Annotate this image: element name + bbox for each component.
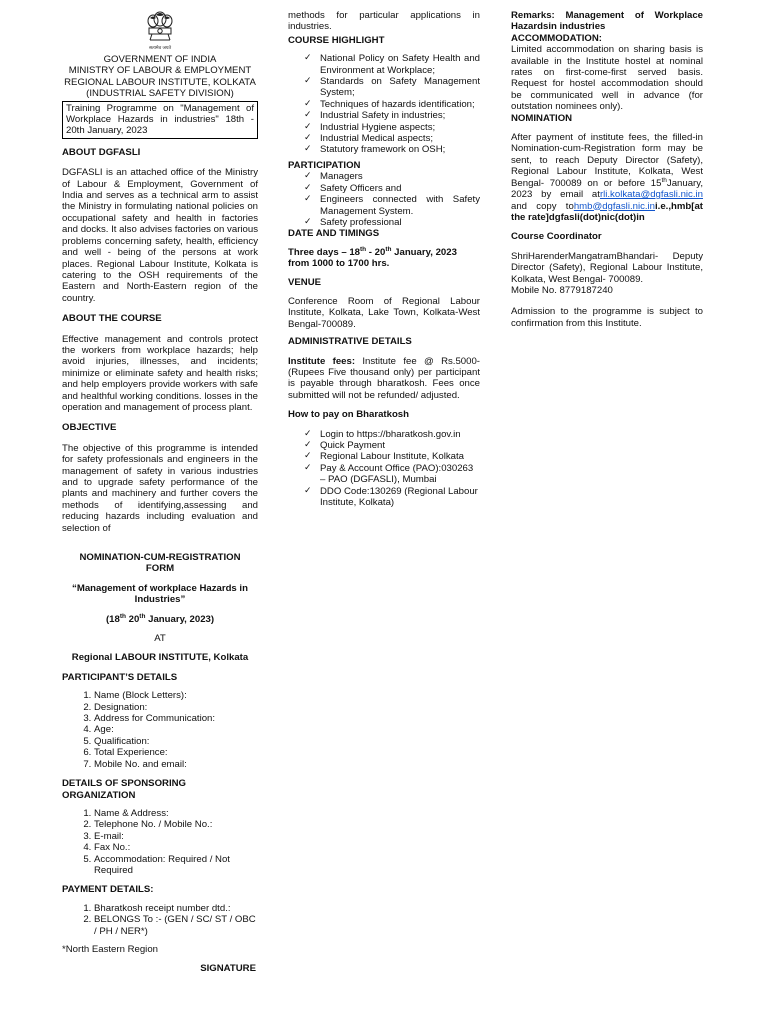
institute-heading: REGIONAL LABOUR INSTITUTE, KOLKATA: [64, 76, 256, 88]
accommodation-text: Limited accommodation on sharing basis is available in the Institute hostel at nominal rates on first-come-first served basis. Request for hostel accommodation should be communicated well in advance (for outstation nominees only).: [511, 44, 703, 113]
admission-text: Admission to the programme is subject to confirmation from this Institute.: [511, 306, 703, 329]
form-title: NOMINATION-CUM-REGISTRATION FORM: [79, 552, 241, 575]
list-item: 4. Fax No.:: [94, 842, 258, 853]
fees-text: Institute fees: Institute fee @ Rs.5000-(Rupees Five thousand only) per participant is payable through bharatkosh. Fees once submitted will not be refunded/ adjusted.: [288, 355, 480, 401]
pay-steps-list: [288, 429, 480, 509]
course-highlight-list: [288, 53, 480, 156]
column-1: [62, 10, 258, 534]
list-item: 2. Telephone No. / Mobile No.:: [94, 819, 258, 830]
list-item: ✓ Regional Labour Institute, Kolkata: [304, 451, 480, 462]
nomination-form: [62, 552, 258, 975]
objective-continued: methods for particular applications in industries.: [288, 10, 480, 33]
ministry-heading: MINISTRY OF LABOUR & EMPLOYMENT: [68, 65, 252, 77]
list-item: ✓ Techniques of hazards identification;: [304, 99, 480, 110]
list-item: ✓ DDO Code:130269 (Regional Labour Institute, Kolkata): [304, 486, 480, 509]
participation-list: [288, 171, 480, 228]
participant-heading: PARTICIPANT’S DETAILS: [62, 671, 178, 683]
about-course-text: Effective management and controls protect the workers from workplace hazards; help avoid injuries, illnesses, and incidents; minimize or eliminate safety and health risks; and help employers provide workers with safe and healthful working conditions. losses in the operation and management of process plant.: [62, 333, 258, 413]
date-text: Three days – 18th - 20th January, 2023 from 1000 to 1700 hrs.: [288, 245, 457, 270]
list-item: ✓ Industrial Medical aspects;: [304, 133, 480, 144]
column-3: [511, 10, 703, 329]
objective-heading: OBJECTIVE: [62, 422, 117, 434]
list-item: 1. Bharatkosh receipt number dtd.:: [94, 903, 258, 914]
nomination-text: After payment of institute fees, the filled-in Nomination-cum-Registration form may be sent, to reach Deputy Director (Safety), Regional Labour Institute, Kolkata, West Bengal- 700089 on or before 15thJanuary, 2023 by email atrli.kolkata@dgfasli.nic.in and copy tohmb@dgfasli.nic.ini.e.,hmb[at the rate]dgfasli(dot)nic(dot)in: [511, 132, 703, 223]
list-item: ✓ Managers: [304, 171, 480, 182]
sponsor-fields: [62, 808, 258, 876]
sponsor-heading: DETAILS OF SPONSORING ORGANIZATION: [62, 778, 187, 801]
emblem-motto: सत्यमेव जयते: [148, 46, 172, 51]
coordinator-mobile: Mobile No. 8779187240: [511, 284, 613, 296]
list-item: ✓ Quick Payment: [304, 440, 480, 451]
date-heading: DATE AND TIMINGS: [288, 228, 380, 240]
list-item: ✓ Safety professional: [304, 217, 480, 228]
pay-heading: How to pay on Bharatkosh: [288, 409, 409, 421]
accommodation-heading: ACCOMMODATION:: [511, 32, 602, 44]
course-highlight-heading: COURSE HIGHLIGHT: [288, 34, 385, 46]
list-item: 2. BELONGS To :- (GEN / SC/ ST / OBC / PH / NER*): [94, 914, 258, 937]
list-item: ✓ Safety Officers and: [304, 183, 480, 194]
list-item: ✓ National Policy on Safety Health and Environment at Workplace;: [304, 53, 480, 76]
list-item: 7. Mobile No. and email:: [94, 759, 258, 770]
training-box: Training Programme on "Management of Workplace Hazards in industries" 18th - 20th January, 2023: [62, 101, 258, 139]
about-course-heading: ABOUT THE COURSE: [62, 313, 162, 325]
about-dgfasli-text: DGFASLI is an attached office of the Ministry of Labour & Employment, Government of India and serves as a technical arm to assist the Ministry in formulating national policies on occupational safety and health in factories and docks. It also advises factories on various problems concerning safety, health, efficiency and well - being of the persons at work places. Regional Labour Institute, Kolkata is catering to the OSH requirements of the Eastern and North-Eastern region of the country.: [62, 167, 258, 304]
objective-text: The objective of this programme is intended for safety professionals and engineers in the management of safety in various industries and to upgrade safety performance of the plants and machinery and further covers the methods of identifying,assessing and reducing hazards including evaluation and selection of: [62, 442, 258, 534]
list-item: ✓ Login to https://bharatkosh.gov.in: [304, 429, 480, 440]
gov-heading: GOVERNMENT OF INDIA: [103, 54, 217, 65]
about-dgfasli-heading: ABOUT DGFASLI: [62, 146, 141, 158]
form-at: AT: [154, 633, 166, 645]
column-2: [288, 10, 480, 508]
list-item: ✓ Industrial Hygiene aspects;: [304, 122, 480, 133]
footnote: *North Eastern Region: [62, 943, 158, 955]
coordinator-heading: Course Coordinator: [511, 231, 602, 243]
participation-heading: PARTICIPATION: [288, 159, 361, 171]
form-subtitle: “Management of workplace Hazards in Industries”: [72, 582, 248, 606]
list-item: ✓ Engineers connected with Safety Management System.: [304, 194, 480, 217]
signature-label: SIGNATURE: [200, 963, 256, 975]
list-item: 5. Accommodation: Required / Not Required: [94, 854, 258, 877]
division-heading: (INDUSTRIAL SAFETY DIVISION): [86, 88, 234, 100]
list-item: ✓ Statutory framework on OSH;: [304, 144, 480, 155]
form-dates: (18th 20th January, 2023): [105, 612, 215, 625]
email-link-hmb[interactable]: hmb@dgfasli.nic.in: [573, 200, 656, 212]
form-venue: Regional LABOUR INSTITUTE, Kolkata: [71, 652, 249, 664]
nomination-heading: NOMINATION: [511, 112, 573, 124]
list-item: 6. Total Experience:: [94, 747, 258, 758]
list-item: 1. Name & Address:: [94, 808, 258, 819]
participant-fields: [62, 690, 258, 770]
venue-text: Conference Room of Regional Labour Institute, Kolkata, Lake Town, Kolkata-West Bengal-700089.: [288, 295, 480, 330]
list-item: 3. Address for Communication:: [94, 713, 258, 724]
venue-heading: VENUE: [288, 276, 322, 288]
payment-heading: PAYMENT DETAILS:: [62, 884, 154, 896]
admin-heading: ADMINISTRATIVE DETAILS: [288, 336, 412, 348]
remarks-text: Remarks: Management of Workplace Hazardsin industries: [511, 10, 703, 33]
list-item: 1. Name (Block Letters):: [94, 690, 258, 701]
list-item: ✓ Pay & Account Office (PAO):030263 – PAO (DGFASLI), Mumbai: [304, 463, 480, 486]
list-item: ✓ Industrial Safety in industries;: [304, 110, 480, 121]
list-item: 2. Designation:: [94, 702, 258, 713]
list-item: ✓ Standards on Safety Management System;: [304, 76, 480, 99]
coordinator-text: ShriHarenderMangatramBhandari- Deputy Director (Safety), Regional Labour Institute, Kolkata, West Bengal- 700089.: [511, 250, 703, 285]
email-link-rli[interactable]: rli.kolkata@dgfasli.nic.in: [599, 189, 703, 201]
payment-fields: [62, 903, 258, 937]
list-item: 3. E-mail:: [94, 831, 258, 842]
national-emblem-icon: [143, 10, 177, 52]
list-item: 5. Qualification:: [94, 736, 258, 747]
list-item: 4. Age:: [94, 724, 258, 735]
